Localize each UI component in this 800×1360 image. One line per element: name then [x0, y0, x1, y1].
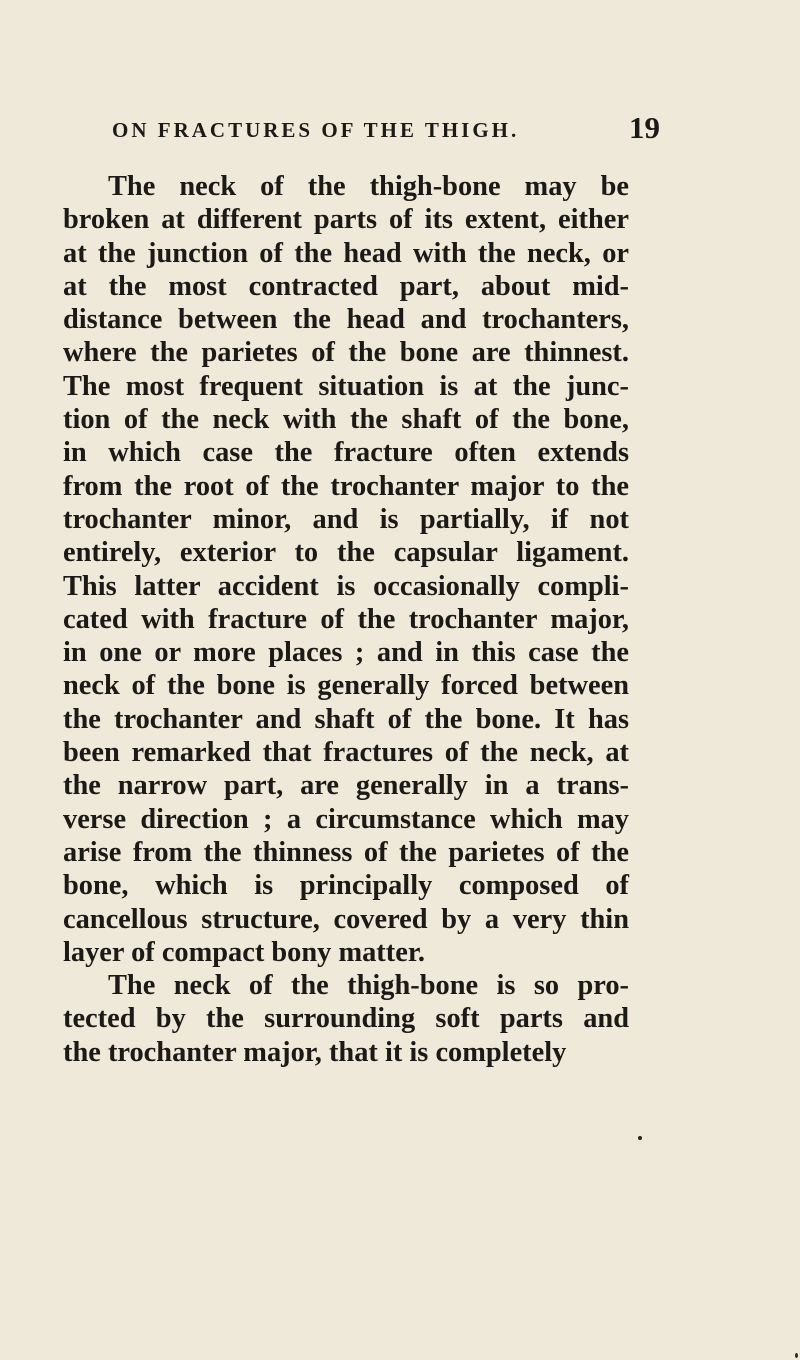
- text-line: the trochanter and shaft of the bone. It has: [63, 703, 629, 735]
- paragraph-1: [63, 170, 629, 969]
- text-line: where the parietes of the bone are thinnest.: [63, 337, 629, 369]
- text-line: broken at different parts of its extent, either: [63, 204, 629, 236]
- text-line: entirely, exterior to the capsular ligament.: [63, 537, 629, 569]
- text-line: the narrow part, are generally in a trans-: [63, 770, 629, 802]
- text-line: tion of the neck with the shaft of the bone,: [63, 404, 629, 436]
- text-line: from the root of the trochanter major to the: [63, 470, 629, 502]
- running-head: [112, 110, 660, 150]
- text-line: The neck of the thigh-bone is so pro-: [108, 970, 629, 1002]
- ink-speck: [638, 1136, 642, 1140]
- text-line: layer of compact bony matter.: [63, 936, 425, 968]
- text-line: trochanter minor, and is partially, if not: [63, 503, 629, 535]
- text-line: cancellous structure, covered by a very thin: [63, 903, 629, 935]
- text-line: cated with fracture of the trochanter major,: [63, 603, 629, 635]
- text-line: The neck of the thigh-bone may be: [108, 171, 629, 202]
- text-line: neck of the bone is generally forced between: [63, 670, 629, 702]
- body-text: [63, 170, 629, 1069]
- text-line: in one or more places ; and in this case the: [63, 637, 629, 669]
- text-line: at the most contracted part, about mid-: [63, 270, 629, 302]
- text-line: This latter accident is occasionally compli-: [63, 570, 629, 602]
- text-line: distance between the head and trochanters,: [63, 304, 629, 336]
- text-line: arise from the thinness of the parietes of the: [63, 836, 629, 868]
- text-line: bone, which is principally composed of: [63, 870, 629, 902]
- text-line: The most frequent situation is at the junc-: [63, 370, 629, 402]
- text-line: tected by the surrounding soft parts and: [63, 1003, 629, 1035]
- page-number: 19: [629, 110, 660, 145]
- paragraph-2: [63, 969, 629, 1069]
- text-line: the trochanter major, that it is completely: [63, 1036, 567, 1068]
- text-line: verse direction ; a circumstance which may: [63, 803, 629, 835]
- running-title: ON FRACTURES OF THE THIGH.: [112, 118, 520, 142]
- ink-speck: [795, 1353, 798, 1358]
- text-line: been remarked that fractures of the neck, at: [63, 737, 629, 769]
- text-line: in which case the fracture often extends: [63, 437, 629, 469]
- text-line: at the junction of the head with the neck, or: [63, 237, 629, 269]
